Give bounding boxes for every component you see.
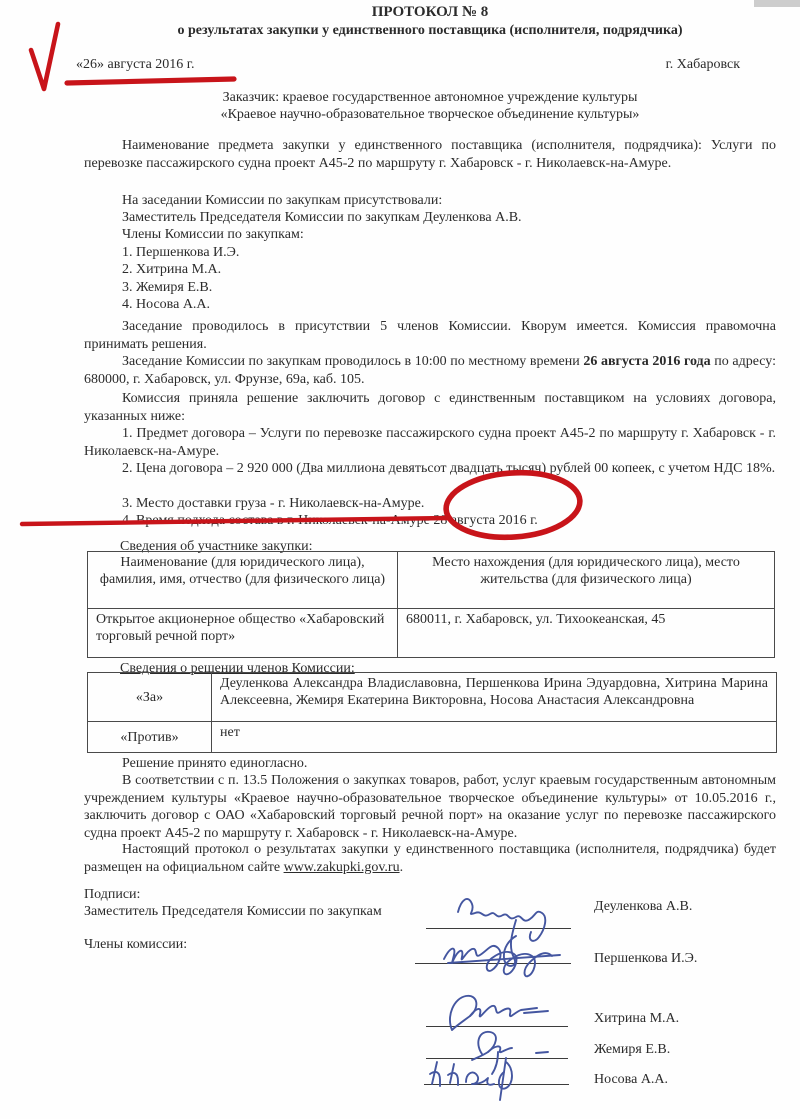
deputy-chair-line: Заместитель Председателя Комиссии по закупкам Деуленкова А.В. — [122, 210, 522, 225]
member-item: 1. Першенкова И.Э. — [122, 245, 240, 260]
contract-item-4 — [84, 512, 776, 530]
signer-name: Хитрина М.А. — [594, 1011, 680, 1026]
meeting-text: Заседание Комиссии по закупкам проводилось в 10:00 по местному времени — [122, 354, 584, 369]
signature-line — [415, 963, 571, 964]
zakupki-link: www.zakupki.gov.ru — [283, 859, 400, 875]
participant-header-location: Место нахождения (для юридического лица), место жительства (для физического лица) — [398, 552, 775, 609]
vote-for-label: «За» — [88, 673, 212, 722]
document-city: г. Хабаровск — [665, 57, 740, 72]
signatures-heading: Подписи: — [84, 887, 141, 902]
publish-paragraph — [84, 841, 776, 876]
meeting-date-bold: 26 августа 2016 года — [583, 354, 711, 369]
quorum-paragraph: Заседание проводилось в присутствии 5 членов Комиссии. Кворум имеется. Комиссия правомочна принимать решения. — [84, 319, 776, 352]
subject-paragraph: Наименование предмета закупки у единственного поставщика (исполнителя, подрядчика): Услуги по перевозке пассажирского судна проект А45-2 по маршруту г. Хабаровск - г. Николаевск-на-Амуре. — [84, 138, 776, 171]
vote-against-row — [88, 722, 777, 753]
customer-line-1: Заказчик: краевое государственное автономное учреждение культуры — [222, 90, 638, 105]
signature-line — [426, 1026, 568, 1027]
vote-against-label: «Против» — [88, 722, 212, 753]
signature-pershenkova — [444, 946, 560, 976]
vote-for-value: Деуленкова Александра Владиславовна, Першенкова Ирина Эдуардовна, Хитрина Марина Алексеевна, Жемиря Екатерина Викторовна, Носова Анастасия Александровна — [212, 673, 777, 722]
signature-deulenkova — [458, 899, 545, 966]
members-heading: Члены Комиссии по закупкам: — [122, 227, 304, 242]
red-underline-date — [67, 79, 234, 83]
signature-line — [426, 928, 571, 929]
participant-header-row — [88, 552, 775, 609]
customer-line-2: «Краевое научно-образовательное творческое объединение культуры» — [220, 107, 640, 122]
decision-table-caption: Сведения о решении членов Комиссии: — [120, 661, 355, 676]
members-signature-label: Члены комиссии: — [84, 937, 188, 952]
member-item: 3. Жемиря Е.В. — [122, 280, 213, 295]
unanimous-line: Решение принято единогласно. — [122, 756, 308, 771]
signature-nosova — [430, 1058, 512, 1100]
signer-name: Деуленкова А.В. — [594, 899, 693, 914]
signer-name: Носова А.А. — [594, 1072, 669, 1087]
document-date: «26» августа 2016 г. — [76, 57, 195, 72]
member-item: 2. Хитрина М.А. — [122, 262, 222, 277]
signer-name: Жемиря Е.В. — [594, 1042, 671, 1057]
participant-location-cell: 680011, г. Хабаровск, ул. Тихоокеанская, 45 — [398, 609, 775, 658]
participant-header-name: Наименование (для юридического лица), фамилия, имя, отчество (для физического лица) — [88, 552, 398, 609]
meeting-address: по адресу: 680000, г. Хабаровск, ул. Фрунзе, 69а, каб. 105. — [84, 354, 776, 387]
participant-data-row — [88, 609, 775, 658]
document-title: ПРОТОКОЛ № 8 — [371, 4, 489, 20]
item4-circled-date: 28 августа 2016 г. — [433, 513, 538, 528]
participant-name-cell: Открытое акционерное общество «Хабаровский торговый речной порт» — [88, 609, 398, 658]
contract-item-3: 3. Место доставки груза - г. Николаевск-на-Амуре. — [122, 496, 425, 511]
signature-line — [426, 1058, 568, 1059]
signature-khitrina — [450, 996, 548, 1030]
contract-item-1: 1. Предмет договора – Услуги по перевозке пассажирского судна проект А45-2 по маршруту г. Хабаровск - г. Николаевск-на-Амуре. — [84, 426, 776, 459]
deputy-signature-label: Заместитель Председателя Комиссии по закупкам — [84, 904, 382, 919]
attendees-heading: На заседании Комиссии по закупкам присутствовали: — [122, 193, 443, 208]
signature-line — [424, 1084, 569, 1085]
participant-table-caption: Сведения об участнике закупки: — [120, 539, 313, 554]
decision-table — [87, 672, 777, 753]
contract-item-2: 2. Цена договора – 2 920 000 (Два миллиона девятьсот двадцать тысяч) рублей 00 копеек, с учетом НДС 18%. — [122, 461, 776, 476]
member-item: 4. Носова А.А. — [122, 297, 211, 312]
vote-for-row — [88, 673, 777, 722]
basis-paragraph: В соответствии с п. 13.5 Положения о закупках товаров, работ, услуг краевым государственным автономным учреждением культуры «Краевое научно-образовательное творческое объединение культуры» от 10.05.2016 г., заключить договор с ОАО «Хабаровский торговый речной порт» на оказание услуг по перевозке пассажирского судна проект А45-2 по маршруту г. Хабаровск - г. Николаевск-на-Амуре. — [84, 773, 776, 841]
publish-period: . — [399, 859, 404, 875]
signer-name: Першенкова И.Э. — [594, 951, 698, 966]
document-subtitle: о результатах закупки у единственного поставщика (исполнителя, подрядчика) — [177, 23, 683, 38]
meeting-paragraph — [84, 353, 776, 388]
participant-table — [87, 551, 775, 658]
item4-text: 4. Время подхода состава в г. Николаевск-на-Амуре — [122, 513, 434, 528]
vote-against-value: нет — [212, 722, 777, 753]
red-checkmark-icon — [31, 24, 58, 89]
publish-text: Настоящий протокол о результатах закупки у единственного поставщика (исполнителя, подрядчика) будет размещен на официальном сайте — [84, 842, 776, 875]
signature-zhemirya — [472, 1032, 548, 1074]
decision-intro-paragraph: Комиссия приняла решение заключить договор с единственным поставщиком на условиях договора, указанных ниже: — [84, 391, 776, 424]
